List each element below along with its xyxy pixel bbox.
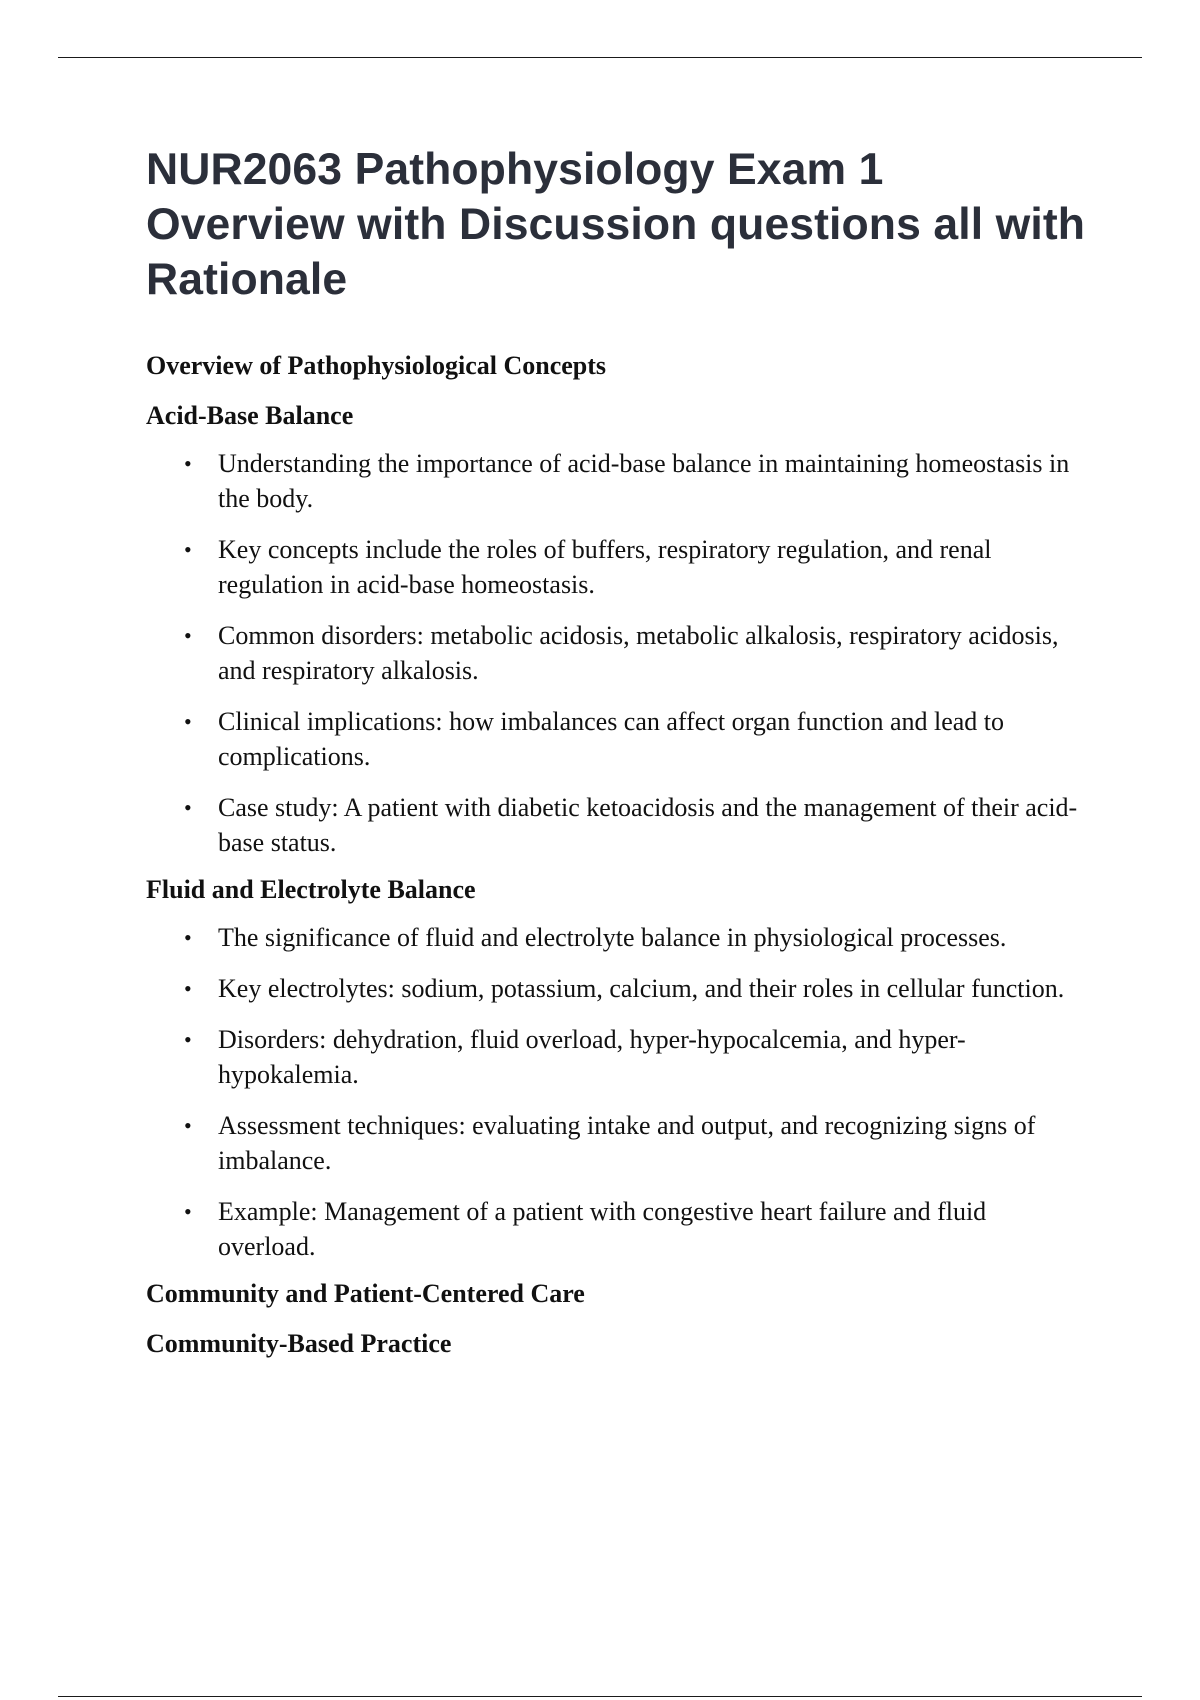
list-item-text: Disorders: dehydration, fluid overload, hyper-hypocalcemia, and hyper-hypokalemia. [218, 1025, 966, 1089]
section-heading-community-care: Community and Patient-Centered Care [146, 1279, 585, 1308]
list-item-text: The significance of fluid and electrolyte balance in physiological processes. [218, 923, 1007, 952]
list-item-text: Case study: A patient with diabetic ketoacidosis and the management of their acid-base status. [218, 793, 1078, 857]
list-item-text: Clinical implications: how imbalances can affect organ function and lead to complications. [218, 707, 1005, 771]
list-item [146, 618, 1086, 688]
list-item [146, 446, 1086, 516]
fluid-electrolyte-bullet-list [146, 920, 1086, 1264]
list-item [146, 971, 1086, 1006]
list-item [146, 920, 1086, 955]
overview-heading: Overview of Pathophysiological Concepts [146, 351, 607, 380]
section-heading-fluid-electrolyte: Fluid and Electrolyte Balance [146, 875, 476, 904]
list-item-text: Key concepts include the roles of buffers, respiratory regulation, and renal regulation in acid-base homeostasis. [218, 535, 992, 599]
list-item [146, 1108, 1086, 1178]
bullet-icon: • [184, 795, 192, 820]
section-heading-community-practice: Community-Based Practice [146, 1329, 452, 1358]
list-item [146, 532, 1086, 602]
bullet-icon: • [184, 451, 192, 476]
section-heading-acid-base: Acid-Base Balance [146, 401, 354, 430]
bullet-icon: • [184, 976, 192, 1001]
list-item [146, 1022, 1086, 1092]
top-divider [58, 57, 1142, 58]
list-item-text: Example: Management of a patient with congestive heart failure and fluid overload. [218, 1197, 987, 1261]
bullet-icon: • [184, 925, 192, 950]
acid-base-bullet-list [146, 446, 1086, 860]
list-item [146, 704, 1086, 774]
bullet-icon: • [184, 1199, 192, 1224]
list-item-text: Key electrolytes: sodium, potassium, calcium, and their roles in cellular function. [218, 974, 1065, 1003]
bullet-icon: • [184, 1113, 192, 1138]
list-item [146, 1194, 1086, 1264]
list-item-text: Understanding the importance of acid-base balance in maintaining homeostasis in the body. [218, 449, 1070, 513]
list-item-text: Assessment techniques: evaluating intake and output, and recognizing signs of imbalance. [218, 1111, 1036, 1175]
bullet-icon: • [184, 1027, 192, 1052]
bottom-divider [58, 1696, 1142, 1697]
document-page [146, 142, 1086, 1360]
document-title: NUR2063 Pathophysiology Exam 1 Overview with Discussion questions all with Rationale [146, 145, 1086, 304]
bullet-icon: • [184, 537, 192, 562]
bullet-icon: • [184, 623, 192, 648]
list-item-text: Common disorders: metabolic acidosis, metabolic alkalosis, respiratory acidosis, and respiratory alkalosis. [218, 621, 1059, 685]
bullet-icon: • [184, 709, 192, 734]
list-item [146, 790, 1086, 860]
